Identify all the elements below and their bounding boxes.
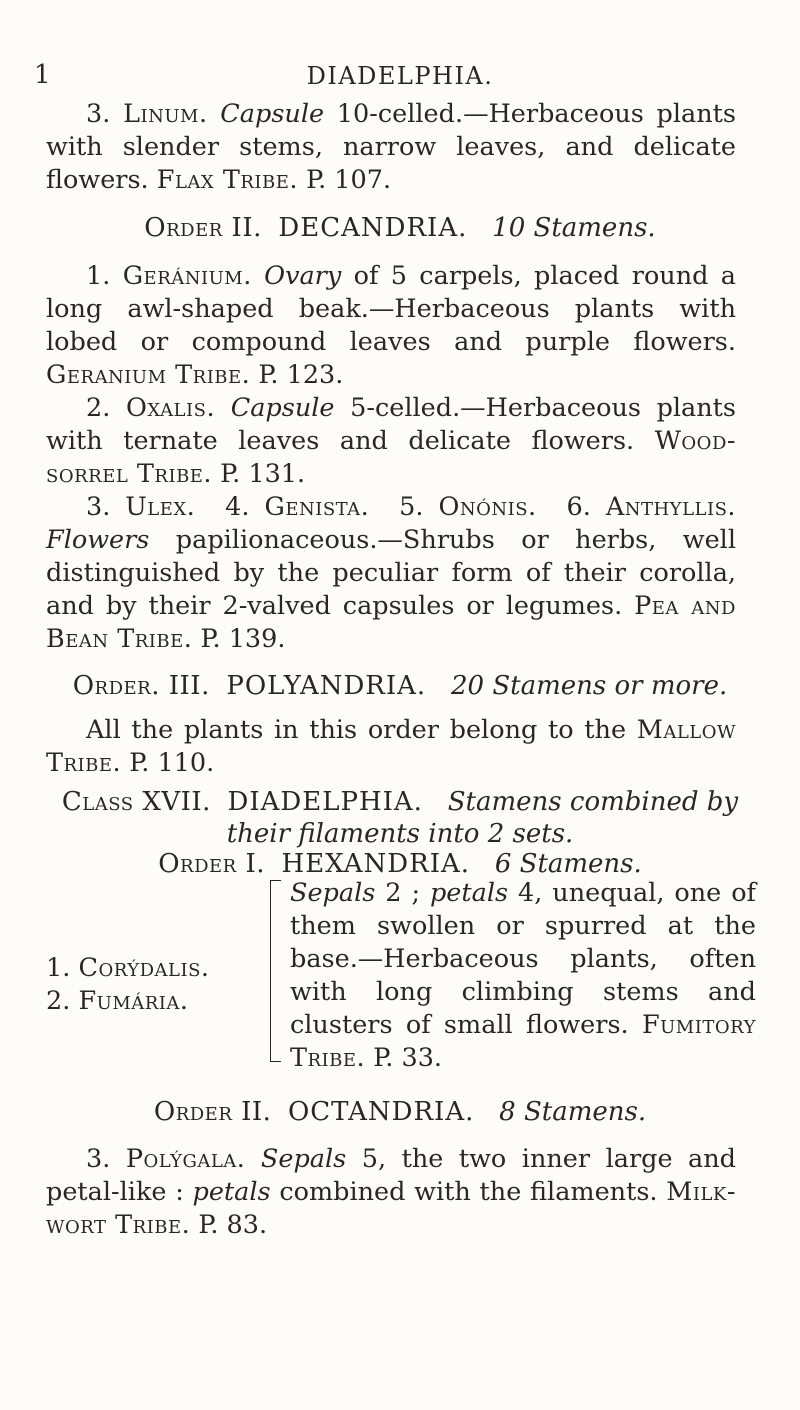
order-heading-decandria: Order II. DECANDRIA. 10 Stamens.	[144, 213, 656, 243]
brace-bracket	[270, 880, 281, 1062]
entry-linum: 3. Linum. Capsule 10-celled.—Herbaceous plants with slender stems, narrow leaves, and delicate flowers. Flax Tribe. P. 107.	[46, 99, 737, 195]
order-heading-hexandria: Order I. HEXANDRIA. 6 Stamens.	[158, 849, 642, 879]
brace-description: Sepals 2 ; petals 4, unequal, one of them swollen or spurred at the base.—Herbaceous plants, often with long climbing stems and clusters of small flowers. Fumitory Tribe. P. 33.	[290, 878, 756, 1073]
class-heading-line2: their filaments into 2 sets.	[226, 819, 574, 849]
order-heading-octandria: Order II. OCTANDRIA. 8 Stamens.	[153, 1097, 647, 1127]
order-heading-polyandria: Order. III. POLYANDRIA. 20 Stamens or more.	[72, 671, 728, 701]
genus-fumaria: 2. Fumária.	[46, 986, 189, 1016]
entry-ulex: 3. Ulex. 4. Genista. 5. Onónis. 6. Anthyllis. Flowers papilionaceous.—Shrubs or herbs, well distinguished by the peculiar form of their corolla, and by their 2-valved capsules or legumes. Pea and Bean Tribe. P. 139.	[46, 492, 737, 654]
entry-geranium: 1. Geránium. Ovary of 5 carpels, placed round a long awl-shaped beak.—Herbaceous plants with lobed or compound leaves and purple flowers. Geranium Tribe. P. 123.	[46, 261, 737, 390]
entry-oxalis: 2. Oxalis. Capsule 5-celled.—Herbaceous plants with ternate leaves and delicate flowers. Wood-sorrel Tribe. P. 131.	[46, 393, 737, 489]
running-head: DIADELPHIA.	[306, 62, 494, 90]
entry-polygala: 3. Polýgala. Sepals 5, the two inner large and petal-like : petals combined with the filaments. Milk-wort Tribe. P. 83.	[46, 1144, 736, 1240]
class-heading-diadelphia: Class XVII. DIADELPHIA. Stamens combined by	[61, 787, 739, 817]
entry-polyandria: All the plants in this order belong to the Mallow Tribe. P. 110.	[46, 715, 736, 778]
page-number: 1	[34, 60, 51, 90]
genus-corydalis: 1. Corýdalis.	[46, 953, 210, 983]
